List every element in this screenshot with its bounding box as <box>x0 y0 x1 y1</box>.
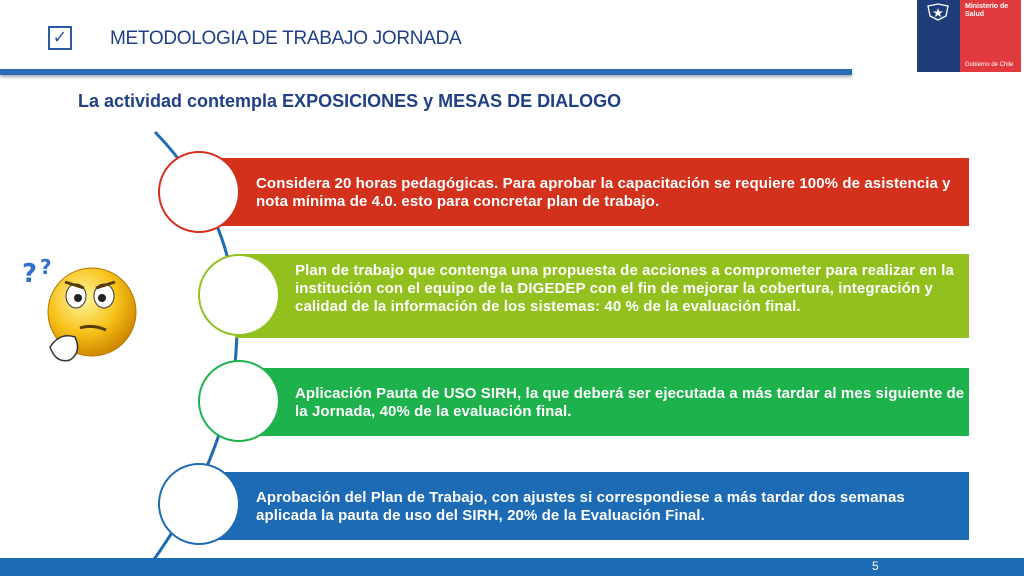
bullet-circle <box>158 151 240 233</box>
thinking-face-icon <box>20 252 140 372</box>
svg-text:?: ? <box>22 259 38 289</box>
bullet-circle <box>198 360 280 442</box>
list-item <box>195 472 969 540</box>
svg-text:?: ? <box>40 255 52 279</box>
footer-bar <box>0 558 1024 576</box>
checkbox-icon[interactable]: ✓ <box>48 26 72 50</box>
item-text: Plan de trabajo que contenga una propuesta de acciones a comprometer para realizar en la institución con el equipo de la DIGEDEP con el fin de mejorar la cobertura, integración y calidad de la información de los sistemas: 40 % de la evaluación final. <box>295 262 954 315</box>
page-title: METODOLOGIA DE TRABAJO JORNADA <box>110 28 462 49</box>
item-text: Considera 20 horas pedagógicas. Para aprobar la capacitación se requiere 100% de asistencia y nota mínima de 4.0. esto para concretar plan de trabajo. <box>256 175 951 210</box>
government-name: Gobierno de Chile <box>965 62 1014 68</box>
list-item <box>195 158 969 226</box>
list-item <box>235 254 969 338</box>
bullet-circle <box>158 463 240 545</box>
list-item <box>235 368 969 436</box>
page-number: 5 <box>872 559 879 573</box>
bullet-circle <box>198 254 280 336</box>
ministry-name: Ministerio de Salud <box>965 3 1009 18</box>
subtitle: La actividad contempla EXPOSICIONES y MESAS DE DIALOGO <box>78 91 622 111</box>
item-text: Aprobación del Plan de Trabajo, con ajustes si correspondiese a más tardar dos semanas aplicada la pauta de uso del SIRH, 20% de la Evaluación Final. <box>256 489 905 524</box>
item-text: Aplicación Pauta de USO SIRH, la que deberá ser ejecutada a más tardar al mes siguiente de la Jornada, 40% de la evaluación final. <box>295 385 965 420</box>
